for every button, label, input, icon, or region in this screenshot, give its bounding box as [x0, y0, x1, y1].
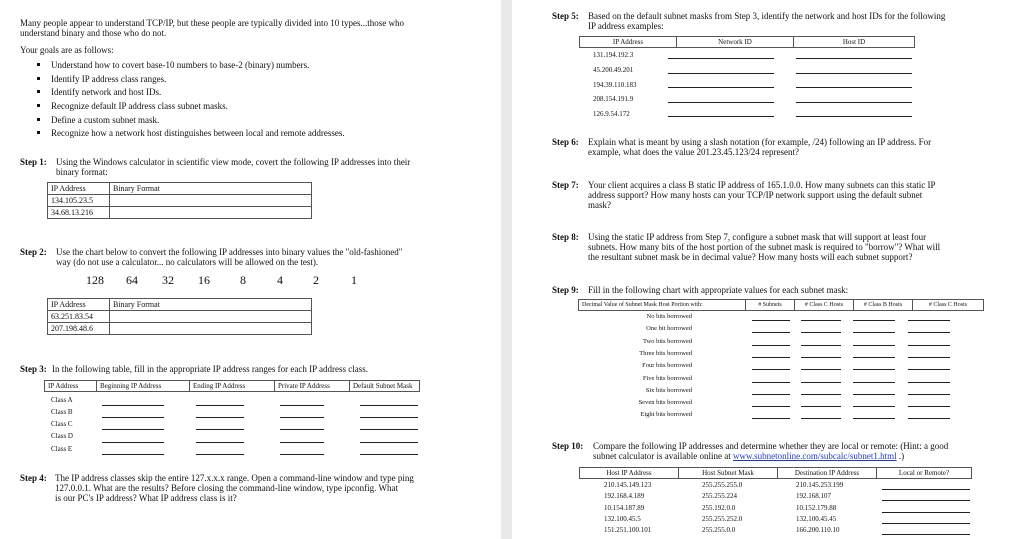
step6-text-2: example, what does the value 201.23.45.123/24 represent?	[588, 147, 799, 157]
step9-text: Fill in the following chart with appropriate values for each subnet mask:	[588, 285, 849, 295]
chart-value: 4	[277, 273, 283, 287]
answer-line[interactable]	[360, 442, 418, 443]
step8-text-1: Using the static IP address from Step 7, configure a subnet mask that will support at least four	[588, 232, 927, 242]
network-id-line[interactable]	[668, 116, 774, 117]
header-binary: Binary Format	[110, 183, 312, 195]
answer-line[interactable]	[908, 406, 950, 407]
destination-ip-cell: 210.145.253.199	[796, 481, 844, 489]
header-local-remote: Local or Remote?	[877, 468, 972, 479]
step10-text-2-lead: subnet calculator is available online at	[593, 451, 731, 461]
answer-line[interactable]	[853, 406, 895, 407]
step10-text-2-tail: .)	[898, 451, 905, 461]
answer-line[interactable]	[360, 429, 418, 430]
bits-borrowed-label: One bit borrowed	[646, 325, 692, 333]
ip-example: 208.154.191.9	[593, 95, 634, 103]
bits-borrowed-label: Four bits borrowed	[642, 362, 692, 370]
goal-item: Identify network and host IDs.	[51, 87, 162, 97]
goal-item: Identify IP address class ranges.	[51, 74, 167, 84]
intro-line-2: understand binary and those who do not.	[20, 28, 167, 38]
header-host-subnet-mask: Host Subnet Mask	[679, 468, 778, 479]
answer-line[interactable]	[102, 454, 164, 455]
step7-text-1: Your client acquires a class B static IP address of 165.1.0.0. How many subnets can this static IP	[588, 180, 936, 190]
intro-line-1: Many people appear to understand TCP/IP, but these people are typically divided into 10 types...those who	[20, 18, 405, 28]
answer-line[interactable]	[196, 442, 244, 443]
answer-line[interactable]	[801, 369, 841, 370]
step8-text-2: subnets. How many bits of the host portion of the subnet mask is required to "borrow"? What will	[588, 242, 941, 252]
step4-text-2: 127.0.0.1. What are the results? Before closing the command-line window, type ipconfig. What	[55, 483, 398, 493]
step2-table	[47, 298, 312, 335]
answer-line[interactable]	[196, 454, 244, 455]
answer-line[interactable]	[280, 429, 324, 430]
bits-borrowed-label: Five bits borrowed	[642, 374, 692, 382]
step7-label: Step 7:	[552, 180, 579, 190]
answer-line[interactable]	[196, 417, 244, 418]
bullet-icon	[37, 77, 40, 80]
answer-line[interactable]	[853, 382, 895, 383]
answer-line[interactable]	[853, 320, 895, 321]
header-class-c-hosts-2: # Class C Hosts	[913, 300, 984, 311]
header-class-b-hosts: # Class B Hosts	[854, 300, 913, 311]
answer-line[interactable]	[908, 394, 950, 395]
answer-line[interactable]	[752, 357, 790, 358]
goal-item: Define a custom subnet mask.	[51, 115, 160, 125]
step3-table	[44, 380, 420, 392]
local-remote-line[interactable]	[882, 523, 970, 524]
answer-line[interactable]	[196, 429, 244, 430]
header-network-id: Network ID	[677, 37, 794, 48]
host-ip-cell: 151.251.100.101	[604, 526, 652, 535]
class-label: Class D	[51, 432, 73, 440]
answer-line[interactable]	[801, 418, 841, 419]
header-destination-ip: Destination IP Address	[778, 468, 877, 479]
step10-label: Step 10:	[552, 441, 584, 451]
goals-title: Your goals are as follows:	[20, 45, 114, 55]
answer-line[interactable]	[360, 405, 418, 406]
answer-line[interactable]	[908, 345, 950, 346]
bits-borrowed-label: Two bits borrowed	[642, 337, 692, 345]
step10-text-1: Compare the following IP addresses and determine whether they are local or remote: (Hint: a good	[593, 441, 949, 451]
left-page	[0, 0, 500, 539]
step5-table	[579, 36, 915, 48]
answer-line[interactable]	[853, 357, 895, 358]
header-binary: Binary Format	[110, 299, 312, 311]
step7-text-3: mask?	[588, 200, 611, 210]
header-ending: Ending IP Address	[190, 381, 275, 392]
step1-label: Step 1:	[20, 157, 47, 167]
chart-value: 2	[313, 273, 319, 287]
step9-table	[578, 299, 984, 311]
answer-line[interactable]	[752, 406, 790, 407]
class-label: Class E	[51, 445, 73, 453]
header-ip: IP Address	[48, 183, 110, 195]
step10-table	[579, 467, 972, 479]
step8-label: Step 8:	[552, 232, 579, 242]
step8-text-3: the resultant subnet mask be in decimal value? How many hosts will each subnet support?	[588, 252, 913, 262]
step6-text-1: Explain what is meant by using a slash notation (for example, /24) following an IP address. For	[588, 137, 932, 147]
answer-line[interactable]	[801, 345, 841, 346]
ip-example: 194.39.110.183	[593, 81, 637, 89]
answer-line[interactable]	[853, 332, 895, 333]
class-label: Class C	[51, 420, 73, 428]
step2-text-2: way (do not use a calculator... no calculators will be allowed on the test).	[56, 257, 319, 267]
host-subnet-mask-cell: 255.255.252.0	[702, 514, 743, 523]
step2-text-1: Use the chart below to convert the following IP addresses into binary values the "old-fashioned"	[56, 247, 403, 257]
answer-line[interactable]	[853, 418, 895, 419]
header-beginning: Beginning IP Address	[97, 381, 190, 392]
binary-answer-cell[interactable]	[110, 207, 312, 219]
header-decimal-value: Decimal Value of Subnet Mask Host Portion with:	[579, 300, 746, 311]
header-ip: IP Address	[48, 299, 110, 311]
host-id-line[interactable]	[796, 73, 912, 74]
answer-line[interactable]	[801, 320, 841, 321]
network-id-line[interactable]	[668, 58, 774, 59]
step4-text-3: is our PC's IP address? What IP address class is it?	[55, 493, 237, 503]
chart-value: 8	[240, 273, 246, 287]
step6-label: Step 6:	[552, 137, 579, 147]
step1-text-1: Using the Windows calculator in scientific view mode, covert the following IP addresses into their	[56, 157, 411, 167]
host-ip-cell: 10.154.187.89	[604, 503, 645, 512]
page-divider	[501, 0, 512, 539]
bits-borrowed-label: Three bits borrowed	[639, 349, 692, 357]
right-page	[512, 0, 1024, 539]
header-ip-address: IP Address	[45, 381, 97, 392]
step5-text-2: IP address examples:	[588, 21, 664, 31]
answer-line[interactable]	[908, 382, 950, 383]
bits-borrowed-label: Seven bits borrowed	[638, 399, 692, 407]
binary-answer-cell[interactable]	[110, 323, 312, 335]
answer-line[interactable]	[752, 345, 790, 346]
host-id-line[interactable]	[796, 102, 912, 103]
answer-line[interactable]	[196, 405, 244, 406]
answer-line[interactable]	[801, 332, 841, 333]
answer-line[interactable]	[853, 369, 895, 370]
binary-answer-cell[interactable]	[110, 195, 312, 207]
host-ip-cell: 132.100.45.5	[604, 514, 641, 523]
step4-label: Step 4:	[20, 473, 47, 483]
destination-ip-cell: 192.168.107	[796, 492, 831, 501]
answer-line[interactable]	[280, 454, 324, 455]
network-id-line[interactable]	[668, 73, 774, 74]
answer-line[interactable]	[752, 418, 790, 419]
class-label: Class B	[51, 408, 73, 416]
ip-cell: 34.68.13.216	[48, 207, 110, 219]
step9-label: Step 9:	[552, 285, 579, 295]
ip-example: 131.194.192.3	[593, 51, 634, 59]
step3-label: Step 3:	[20, 364, 47, 374]
answer-line[interactable]	[908, 332, 950, 333]
chart-value: 32	[162, 273, 174, 287]
bullet-icon	[37, 104, 40, 107]
chart-value: 16	[198, 273, 210, 287]
answer-line[interactable]	[102, 405, 164, 406]
answer-line[interactable]	[360, 454, 418, 455]
destination-ip-cell: 166.200.110.10	[796, 526, 840, 535]
step3-text: In the following table, fill in the appropriate IP address ranges for each IP address class.	[52, 364, 368, 374]
answer-line[interactable]	[908, 418, 950, 419]
step4-text-1: The IP address classes skip the entire 127.x.x.x range. Open a command-line window and type ping	[55, 473, 414, 483]
bits-borrowed-label: No bits borrowed	[646, 313, 692, 320]
bullet-icon	[37, 131, 40, 134]
answer-line[interactable]	[280, 405, 324, 406]
local-remote-line[interactable]	[882, 489, 970, 490]
goal-item: Understand how to covert base-10 numbers to base-2 (binary) numbers.	[51, 60, 310, 70]
answer-line[interactable]	[853, 345, 895, 346]
local-remote-line[interactable]	[882, 512, 970, 513]
step7-text-2: address support? How many hosts can your TCP/IP network support using the default subnet	[588, 190, 923, 200]
header-subnets: # Subnets	[746, 300, 795, 311]
answer-line[interactable]	[360, 417, 418, 418]
destination-ip-cell: 10.152.179.88	[796, 503, 837, 512]
header-host-ip: Host IP Address	[580, 468, 679, 479]
local-remote-line[interactable]	[882, 500, 970, 501]
ip-example: 126.9.54.172	[593, 110, 630, 118]
header-private: Private IP Address	[275, 381, 350, 392]
network-id-line[interactable]	[668, 87, 774, 88]
answer-line[interactable]	[102, 417, 164, 418]
step1-table	[47, 182, 312, 219]
bullet-icon	[37, 63, 40, 66]
bits-borrowed-label: Six bits borrowed	[645, 386, 692, 394]
answer-line[interactable]	[908, 357, 950, 358]
answer-line[interactable]	[908, 320, 950, 321]
class-label: Class A	[51, 396, 73, 404]
ip-cell: 63.251.83.54	[48, 311, 110, 323]
answer-line[interactable]	[102, 429, 164, 430]
header-ip-address: IP Address	[580, 37, 677, 48]
bullet-icon	[37, 118, 40, 121]
answer-line[interactable]	[752, 332, 790, 333]
bullet-icon	[37, 90, 40, 93]
answer-line[interactable]	[908, 369, 950, 370]
host-id-line[interactable]	[796, 87, 912, 88]
bits-borrowed-label: Eight bits borrowed	[640, 411, 692, 419]
ip-cell: 207.198.48.6	[48, 323, 110, 335]
host-id-line[interactable]	[796, 116, 912, 117]
answer-line[interactable]	[752, 382, 790, 383]
host-ip-cell: 192.168.4.189	[604, 492, 645, 501]
answer-line[interactable]	[280, 442, 324, 443]
answer-line[interactable]	[752, 369, 790, 370]
answer-line[interactable]	[752, 320, 790, 321]
step5-label: Step 5:	[552, 11, 579, 21]
step1-text-2: binary format:	[56, 167, 108, 177]
host-subnet-mask-cell: 255.255.224	[702, 492, 737, 501]
step2-label: Step 2:	[20, 247, 47, 257]
answer-line[interactable]	[102, 442, 164, 443]
network-id-line[interactable]	[668, 102, 774, 103]
answer-line[interactable]	[801, 394, 841, 395]
local-remote-line[interactable]	[882, 534, 970, 535]
binary-answer-cell[interactable]	[110, 311, 312, 323]
header-class-c-hosts: # Class C Hosts	[795, 300, 854, 311]
step10-text-2	[593, 451, 904, 461]
host-id-line[interactable]	[796, 58, 912, 59]
subnet-calculator-link[interactable]: www.subnetonline.com/subcalc/subnet1.html	[732, 451, 897, 461]
answer-line[interactable]	[752, 394, 790, 395]
goal-item: Recognize default IP address class subnet masks.	[51, 101, 228, 111]
host-ip-cell: 210.145.149.123	[604, 481, 652, 489]
answer-line[interactable]	[853, 394, 895, 395]
answer-line[interactable]	[801, 382, 841, 383]
header-default-mask: Default Subnet Mask	[350, 381, 420, 392]
chart-value: 64	[126, 273, 138, 287]
step5-text-1: Based on the default subnet masks from Step 3, identify the network and host IDs for the following	[588, 11, 946, 21]
answer-line[interactable]	[801, 406, 841, 407]
destination-ip-cell: 132.100.45.45	[796, 514, 837, 523]
goal-item: Recognize how a network host distinguishes between local and remote addresses.	[51, 128, 345, 138]
chart-value: 128	[86, 273, 104, 287]
answer-line[interactable]	[280, 417, 324, 418]
ip-cell: 134.105.23.5	[48, 195, 110, 207]
ip-example: 45.200.49.201	[593, 66, 634, 74]
header-host-id: Host ID	[794, 37, 915, 48]
host-subnet-mask-cell: 255.255.0.0	[702, 526, 736, 535]
chart-value: 1	[351, 273, 357, 287]
host-subnet-mask-cell: 255.255.255.0	[702, 481, 743, 489]
answer-line[interactable]	[801, 357, 841, 358]
host-subnet-mask-cell: 255.192.0.0	[702, 503, 736, 512]
